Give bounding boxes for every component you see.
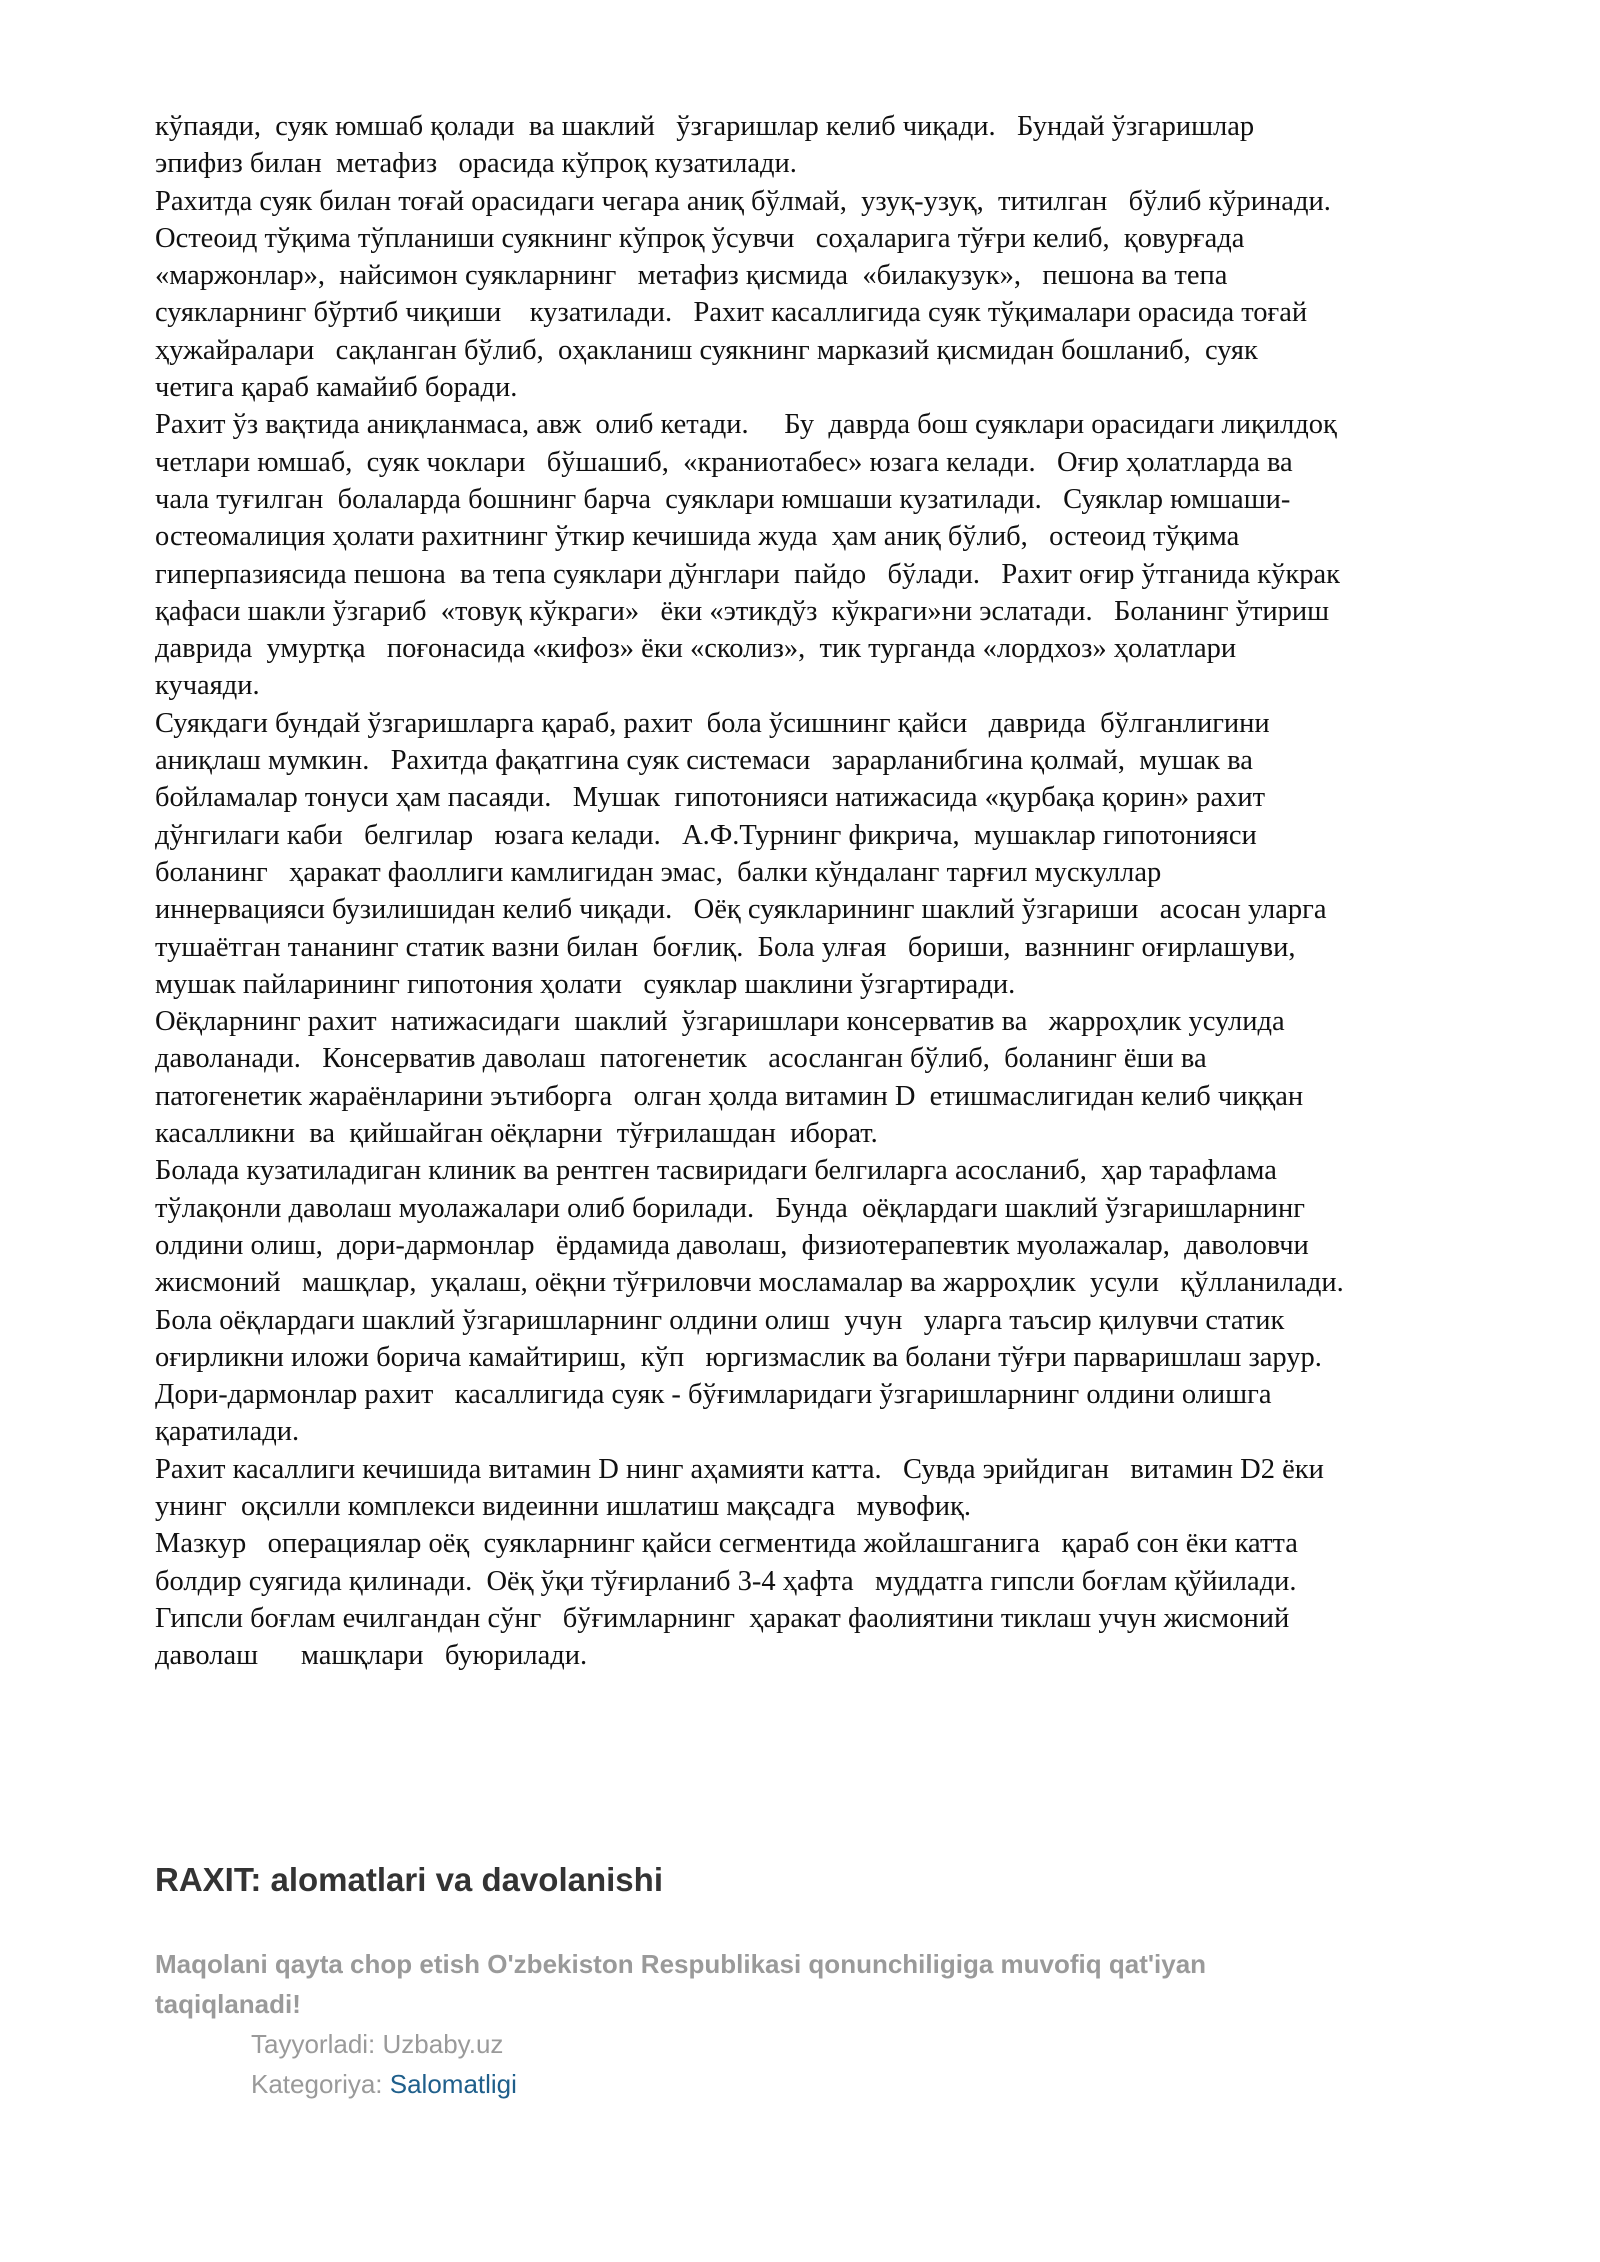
article-line: қаратилади. <box>155 1416 300 1448</box>
article-line: Гипсли боғлам ечилгандан сўнг бўғимларнинг ҳаракат фаолиятини тиклаш учун жисмоний <box>155 1602 1290 1634</box>
article-line: эпифиз билан метафиз орасида кўпроқ кузатилади. <box>155 148 797 180</box>
prepared-by-value: Uzbaby.uz <box>382 2029 504 2059</box>
article-line: даволаш машқлари буюрилади. <box>155 1640 588 1672</box>
article-meta <box>155 2024 1455 2104</box>
article-line: остеомалиция ҳолати рахитнинг ўткир кечишида жуда ҳам аниқ бўлиб, остеоид тўқима <box>155 521 1240 553</box>
article-line: тушаётган тананинг статик вазни билан боғлиқ. Бола улғая бориши, вазннинг оғирлашуви, <box>155 931 1296 963</box>
article-line: патогенетик жараёнларини эътиборга олган ҳолда витамин D етишмаслигидан келиб чиққан <box>155 1080 1304 1112</box>
article-line: даврида умуртқа поғонасида «кифоз» ёки «сколиз», тик турганда «лордхоз» ҳолатлари <box>155 633 1237 665</box>
article-line: ҳужайралари сақланган бўлиб, оҳакланиш суякнинг марказий қисмидан бошланиб, суяк <box>155 334 1258 366</box>
article-line: болдир суягида қилинади. Оёқ ўқи тўғирланиб 3-4 ҳафта муддатга гипсли боғлам қўйилади. <box>155 1565 1297 1597</box>
article-line: чала туғилган болаларда бошнинг барча суяклари юмшаши кузатилади. Суяклар юмшаши- <box>155 483 1291 515</box>
category-label: Kategoriya: <box>251 2069 390 2099</box>
article-line: тўлақонли даволаш муолажалари олиб борилади. Бунда оёқлардаги шаклий ўзгаришларнинг <box>155 1192 1305 1224</box>
article-line: Рахит касаллиги кечишида витамин D нинг аҳамияти катта. Сувда эрийдиган витамин D2 ёки <box>155 1453 1324 1485</box>
prepared-by <box>251 2024 1455 2064</box>
article-line: кўпаяди, суяк юмшаб қолади ва шаклий ўзгаришлар келиб чиқади. Бундай ўзгаришлар <box>155 111 1255 142</box>
copyright-notice-line: taqiqlanadi! <box>155 1989 301 2019</box>
article-line: кучаяди. <box>155 670 260 702</box>
category-link[interactable]: Salomatligi <box>389 2069 517 2099</box>
article-line: даволанади. Консерватив даволаш патогенетик асосланган бўлиб, боланинг ёши ва <box>155 1043 1207 1075</box>
article-line: четига қараб камайиб боради. <box>155 372 518 404</box>
article-line: боланинг ҳаракат фаоллиги камлигидан эмас, балки кўндаланг тарғил мускуллар <box>155 856 1162 888</box>
article-line: суякларнинг бўртиб чиқиши кузатилади. Рахит касаллигида суяк тўқималари орасида тоғай <box>155 297 1308 329</box>
article-page <box>155 108 1515 1674</box>
article-line: иннервацияси бузилишидан келиб чиқади. Оёқ суякларининг шаклий ўзгариши асосан уларга <box>155 894 1327 926</box>
article-line: Оёқларнинг рахит натижасидаги шаклий ўзгаришлари консерватив ва жарроҳлик усулида <box>155 1006 1285 1038</box>
article-line: Бола оёқлардаги шаклий ўзгаришларнинг олдини олиш учун уларга таъсир қилувчи статик <box>155 1304 1285 1336</box>
article-line: Дори-дармонлар рахит касаллигида суяк - бўғимларидаги ўзгаришларнинг олдини олишга <box>155 1379 1272 1411</box>
category <box>251 2064 1455 2104</box>
article-line: Мазкур операциялар оёқ суякларнинг қайси сегментида жойлашганига қараб сон ёки катта <box>155 1528 1298 1560</box>
copyright-notice <box>155 1944 1455 2024</box>
article-line: Остеоид тўқима тўпланиши суякнинг кўпроқ ўсувчи соҳаларига тўғри келиб, қовурғада <box>155 222 1245 254</box>
article-line: Суякдаги бундай ўзгаришларга қараб, рахит бола ўсишнинг қайси даврида бўлганлигини <box>155 707 1270 739</box>
article-line: Рахитда суяк билан тоғай орасидаги чегара аниқ бўлмай, узуқ-узуқ, титилган бўлиб кўринади. <box>155 185 1331 217</box>
article-footer <box>155 1858 1455 2104</box>
prepared-by-label: Tayyorladi: <box>251 2029 383 2059</box>
article-line: касалликни ва қийшайган оёқларни тўғрилашдан иборат. <box>155 1118 878 1150</box>
copyright-notice-line: Maqolani qayta chop etish O'zbekiston Respublikasi qonunchiligiga muvofiq qat'iyan <box>155 1949 1207 1979</box>
article-line: оғирликни иложи борича камайтириш, кўп юргизмаслик ва болани тўғри парваришлаш зарур. <box>155 1341 1322 1373</box>
article-line: жисмоний машқлар, уқалаш, оёқни тўғриловчи мосламалар ва жарроҳлик усули қўлланилади. <box>155 1267 1344 1299</box>
article-line: гиперпазиясида пешона ва тепа суяклари дўнглари пайдо бўлади. Рахит оғир ўтганида кўкрак <box>155 558 1340 590</box>
article-line: қафаси шакли ўзгариб «товуқ кўкраги» ёки «этикдўз кўкраги»ни эслатади. Боланинг ўтириш <box>155 595 1330 627</box>
article-line: унинг оқсилли комплекси видеинни ишлатиш мақсадга мувофиқ. <box>155 1490 971 1522</box>
article-line: бойламалар тонуси ҳам пасаяди. Мушак гипотонияси натижасида «қурбақа қорин» рахит <box>155 782 1266 814</box>
article-line: дўнгилаги каби белгилар юзага келади. А.Ф.Турнинг фикрича, мушаклар гипотонияси <box>155 819 1257 851</box>
article-line: Рахит ўз вақтида аниқланмаса, авж олиб кетади. Бу даврда бош суяклари орасидаги лиқилдоқ <box>155 409 1337 441</box>
article-body <box>155 108 1515 1674</box>
article-line: мушак пайларининг гипотония ҳолати суяклар шаклини ўзгартиради. <box>155 968 1016 1000</box>
article-line: «маржонлар», найсимон суякларнинг метафиз қисмида «билакузук», пешона ва тепа <box>155 260 1228 292</box>
article-line: Болада кузатиладиган клиник ва рентген тасвиридаги белгиларга асосланиб, ҳар тарафлама <box>155 1155 1277 1187</box>
article-line: четлари юмшаб, суяк чоклари бўшашиб, «краниотабес» юзага келади. Оғир ҳолатларда ва <box>155 446 1293 478</box>
article-line: олдини олиш, дори-дармонлар ёрдамида даволаш, физиотерапевтик муолажалар, даволовчи <box>155 1229 1309 1261</box>
article-line: аниқлаш мумкин. Рахитда фақатгина суяк системаси зарарланибгина қолмай, мушак ва <box>155 745 1253 777</box>
footer-title: RAXIT: alomatlari va davolanishi <box>155 1861 663 1898</box>
